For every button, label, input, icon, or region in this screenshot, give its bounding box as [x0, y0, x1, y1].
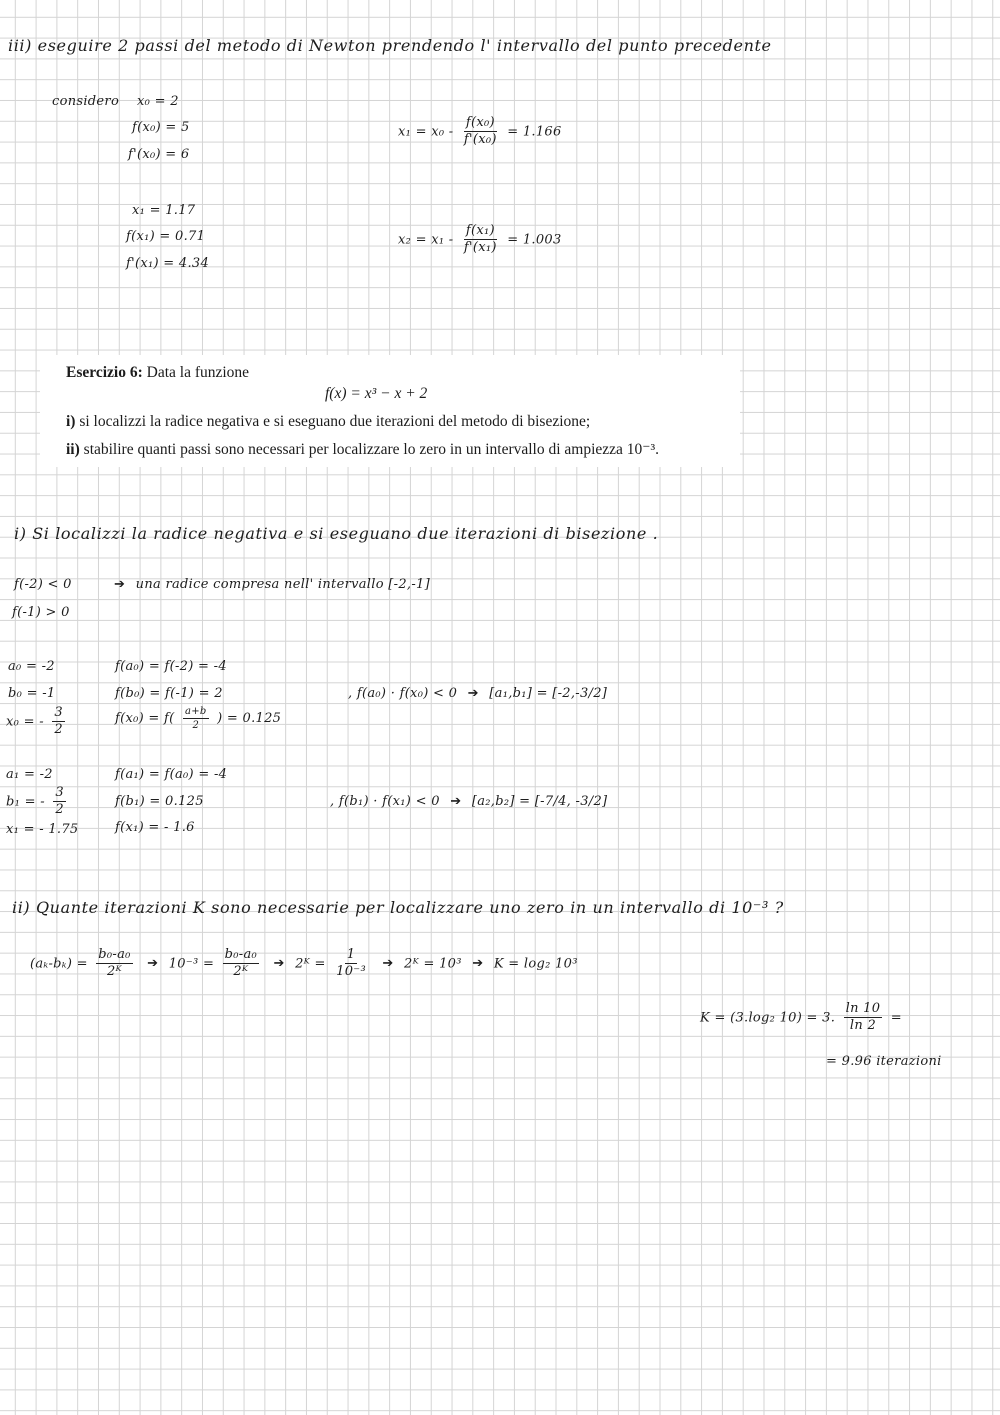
iterations-eq1-num: b₀-a₀ — [96, 948, 132, 964]
iterations-eq3-den: 10⁻³ — [336, 964, 366, 980]
iterations-eq-lhs: (aₖ-bₖ) = — [30, 956, 88, 972]
iterations-eq2-num: b₀-a₀ — [223, 948, 259, 964]
iterations-k-result: = 9.96 iterazioni — [826, 1054, 942, 1069]
bisection-b1-fraction — [53, 786, 66, 818]
bisection-x0-lhs: x₀ = - — [6, 714, 44, 730]
iterations-eq3-num: 1 — [345, 948, 358, 964]
exercise-item-1-text: si localizzi la radice negativa e si eseguano due iterazioni del metodo di bisezione; — [79, 413, 591, 430]
iterations-eq1-fraction — [96, 948, 132, 980]
newton-fx0: f(x₀) = 5 — [132, 120, 190, 135]
exercise-title-line — [66, 364, 249, 382]
bisection-cond2: , f(b₁) · f(x₁) < 0 — [330, 794, 440, 809]
newton-heading: iii) eseguire 2 passi del metodo di Newton prendendo l' intervallo del punto precedente — [8, 36, 772, 55]
iterations-k-lhs: K = (3.log₂ 10) = 3. — [700, 1010, 836, 1026]
exercise-formula: f(x) = x³ − x + 2 — [325, 385, 428, 402]
arrow-icon: ➔ — [450, 794, 462, 809]
bisection-b1-num: 3 — [53, 786, 66, 802]
newton-fx1: f(x₁) = 0.71 — [126, 229, 206, 244]
bisection-fb1: f(b₁) = 0.125 — [115, 794, 204, 809]
bisection-f-neg2: f(-2) < 0 — [14, 577, 72, 592]
newton-x0: x₀ = 2 — [137, 94, 179, 109]
bisection-fx0-rhs: ) = 0.125 — [217, 711, 282, 726]
bisection-step2 — [330, 794, 607, 809]
arrow-icon: ➔ — [147, 956, 159, 972]
exercise-box — [40, 355, 740, 467]
iterations-eq5: K = log₂ 10³ — [493, 956, 578, 972]
exercise-intro: Data la funzione — [146, 364, 250, 381]
bisection-step1 — [348, 686, 607, 701]
bisection-int1: [a₁,b₁] = [-2,-3/2] — [489, 686, 608, 701]
newton-x2-num: f(x₁) — [464, 224, 497, 240]
exercise-item-1-label: i) — [66, 413, 76, 430]
iterations-eq2-den: 2ᴷ — [233, 964, 249, 980]
bisection-x0-den: 2 — [54, 722, 63, 738]
iterations-k-tail: = — [890, 1010, 902, 1026]
newton-dfx1: f'(x₁) = 4.34 — [126, 256, 210, 271]
arrow-icon: ➔ — [472, 956, 484, 972]
exercise-item-2-label: ii) — [66, 441, 80, 458]
bisection-root-interval — [108, 577, 430, 592]
iterations-k-num: ln 10 — [844, 1002, 883, 1018]
considero-label: considero — [52, 94, 120, 109]
bisection-a1: a₁ = -2 — [6, 767, 53, 782]
iterations-eq3-fraction — [334, 948, 368, 980]
bisection-fb0: f(b₀) = f(-1) = 2 — [115, 686, 223, 701]
bisection-arrow-text: una radice compresa nell' intervallo [-2,-1] — [135, 577, 430, 592]
bisection-fx0-den: 2 — [192, 720, 200, 731]
bisection-heading: i) Si localizzi la radice negativa e si eseguano due iterazioni di bisezione . — [14, 524, 659, 543]
bisection-x0-fraction — [52, 706, 65, 738]
newton-x1-formula — [398, 116, 562, 148]
exercise-item-2 — [66, 440, 659, 459]
newton-x1-fraction — [462, 116, 499, 148]
bisection-x1: x₁ = - 1.75 — [6, 822, 79, 837]
newton-x2-lhs: x₂ = x₁ - — [398, 232, 454, 248]
bisection-b1-lhs: b₁ = - — [6, 794, 45, 810]
newton-dfx0: f'(x₀) = 6 — [128, 147, 190, 162]
bisection-x0 — [6, 706, 69, 738]
exercise-item-1 — [66, 413, 590, 431]
iterations-heading: ii) Quante iterazioni K sono necessarie per localizzare uno zero in un intervallo di 10⁻³ ? — [12, 898, 784, 917]
newton-x1-result: = 1.166 — [507, 124, 562, 140]
bisection-fx0-fraction — [183, 706, 209, 731]
arrow-icon: ➔ — [467, 686, 479, 701]
bisection-f-neg1: f(-1) > 0 — [12, 605, 70, 620]
exercise-title: Esercizio 6: — [66, 364, 143, 381]
iterations-eq4: 2ᴷ = 10³ — [404, 956, 462, 972]
iterations-k-fraction — [844, 1002, 883, 1034]
iterations-derivation — [30, 948, 578, 980]
bisection-fx0-lhs: f(x₀) = f( — [115, 711, 175, 726]
bisection-fx1: f(x₁) = - 1.6 — [115, 820, 195, 835]
bisection-b0: b₀ = -1 — [8, 686, 56, 701]
bisection-b1 — [6, 786, 70, 818]
bisection-int2: [a₂,b₂] = [-7/4, -3/2] — [471, 794, 608, 809]
newton-x2-den: f'(x₁) — [463, 240, 497, 256]
iterations-eq2-lhs: 10⁻³ = — [168, 956, 215, 972]
newton-x1-den: f'(x₀) — [463, 132, 497, 148]
bisection-fa0: f(a₀) = f(-2) = -4 — [115, 659, 227, 674]
bisection-b1-den: 2 — [55, 802, 64, 818]
iterations-eq1-den: 2ᴷ — [106, 964, 122, 980]
bisection-x0-num: 3 — [52, 706, 65, 722]
arrow-icon: ➔ — [114, 577, 126, 592]
newton-x2-formula — [398, 224, 562, 256]
bisection-cond1: , f(a₀) · f(x₀) < 0 — [348, 686, 458, 701]
newton-x1-lhs: x₁ = x₀ - — [398, 124, 454, 140]
arrow-icon: ➔ — [382, 956, 394, 972]
iterations-eq2-fraction — [223, 948, 259, 980]
newton-x1-num: f(x₀) — [464, 116, 497, 132]
iterations-k-formula — [700, 1002, 902, 1034]
exercise-item-2-text: stabilire quanti passi sono necessari per localizzare lo zero in un intervallo di ampiezza 10⁻³. — [83, 441, 660, 458]
bisection-fx0 — [115, 706, 281, 731]
bisection-a0: a₀ = -2 — [8, 659, 55, 674]
newton-x2-result: = 1.003 — [507, 232, 562, 248]
iterations-k-den: ln 2 — [849, 1018, 877, 1034]
arrow-icon: ➔ — [273, 956, 285, 972]
newton-x1: x₁ = 1.17 — [132, 203, 196, 218]
bisection-fa1: f(a₁) = f(a₀) = -4 — [115, 767, 228, 782]
newton-x2-fraction — [462, 224, 499, 256]
iterations-eq3-lhs: 2ᴷ = — [295, 956, 326, 972]
bisection-fx0-num: a+b — [184, 706, 207, 717]
